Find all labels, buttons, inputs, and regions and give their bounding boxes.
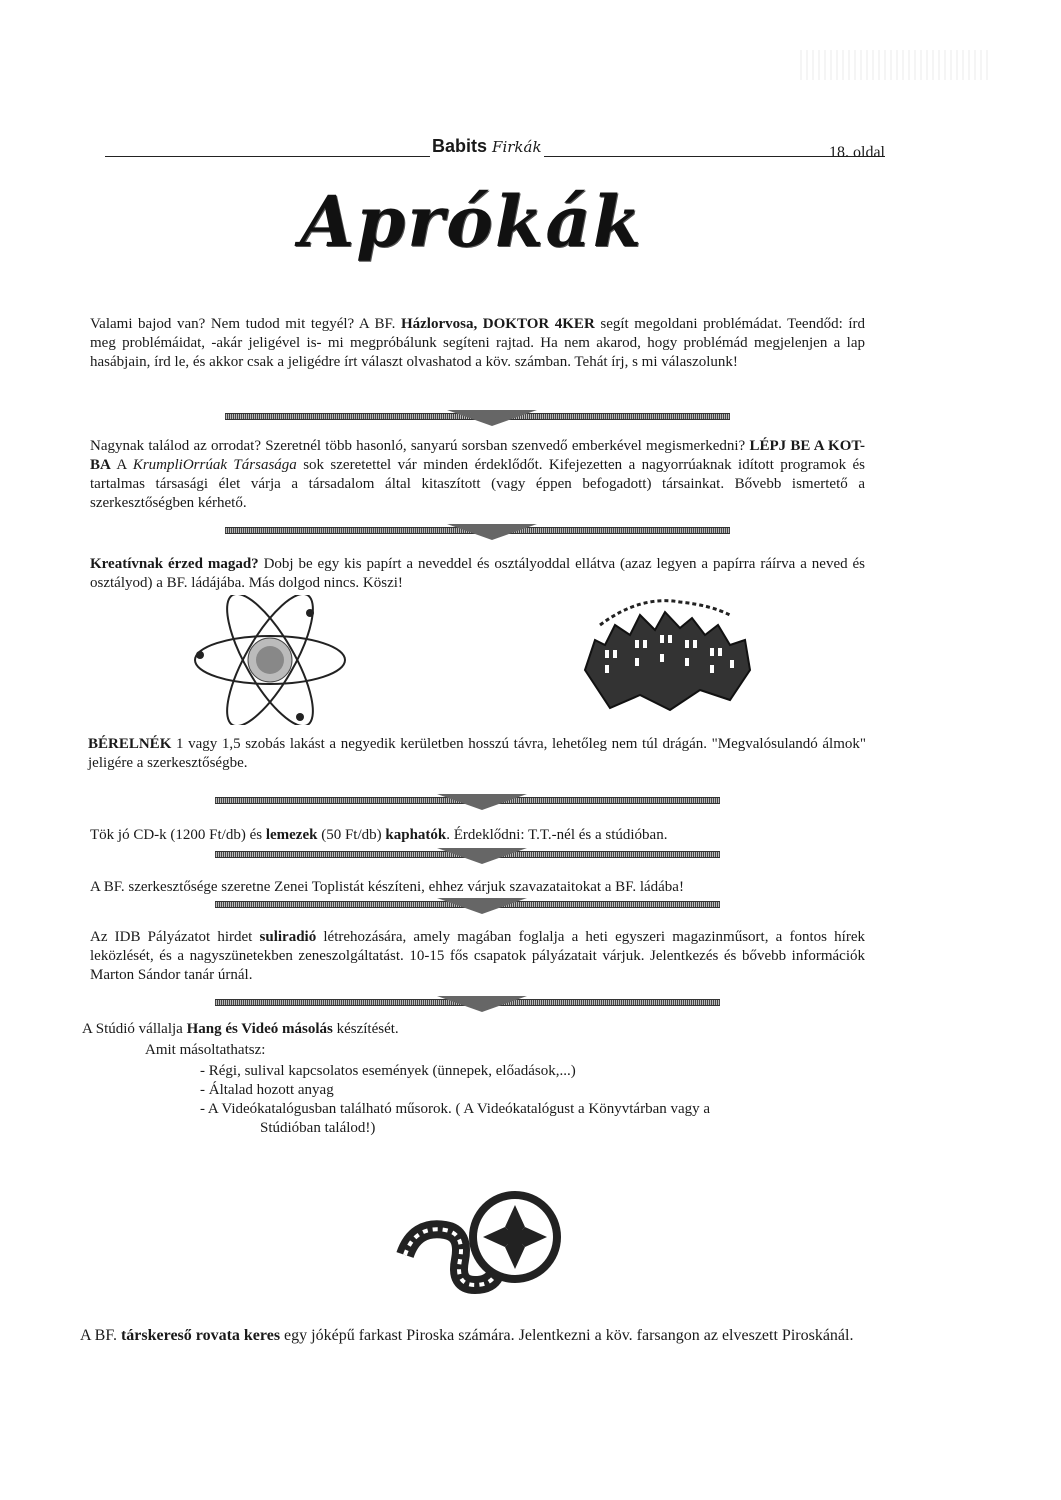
bold-text: LÉPJ BE A KOT-BA <box>90 438 865 473</box>
studio-list <box>200 1062 710 1138</box>
masthead-script: Firkák <box>492 138 542 156</box>
arrow-down-icon <box>437 898 527 914</box>
text: A BF. <box>80 1327 121 1344</box>
masthead-name: Babits <box>432 136 488 156</box>
divider <box>215 898 720 914</box>
atom-icon <box>190 595 350 725</box>
ad-berelnek <box>88 735 866 773</box>
italic-text: KrumpliOrrúak Társasága <box>132 457 297 473</box>
city-skyline-icon <box>580 590 755 715</box>
bold-text: suliradió <box>259 929 317 945</box>
list-intro: Amit másoltathatsz: <box>145 1042 266 1058</box>
text: sok szeretettel vár minden érdeklődőt. Kifejezetten a nagyorrúaknak idított programok és tartalmas társasági élet várja a társadalom által kitaszított (vagy éppen befogadott) társainkat. Bővebb ismertető a szerkesztőségben kérhető. <box>90 457 865 511</box>
text: A <box>110 457 133 473</box>
page-title: Aprókák <box>300 180 644 263</box>
divider <box>215 794 720 810</box>
page-number: 18. oldal <box>829 144 885 161</box>
ad-kreativ <box>90 555 865 593</box>
text: A BF. szerkesztősége szeretne Zenei Toplistát készíteni, ehhez várjuk szavazataitokat a BF. ládába! <box>90 879 684 895</box>
ad-toplista <box>90 878 865 897</box>
ad-tarskereso <box>80 1325 860 1346</box>
text: A Stúdió vállalja <box>82 1021 187 1037</box>
ad-idb <box>90 928 865 985</box>
bold-text: társkereső rovata keres <box>120 1327 281 1344</box>
text: 1 vagy 1,5 szobás lakást a negyedik kerületben hosszú távra, lehetőleg nem túl drágán. "Megvalósulandó álmok" jeligére a szerkesztőségbe. <box>88 736 866 771</box>
divider <box>225 410 730 426</box>
bold-text: Hang és Videó másolás <box>186 1021 333 1037</box>
text: létrehozására, amely magában foglalja a heti egyszeri magazinműsort, a fontos hírek leközlését, és a nagyszünetekben zeneszolgáltatást. 10-15 fős csapatok pályázatait várjuk. Jelentkezés és bővebb információk Marton Sándor tanár úrnál. <box>90 929 865 983</box>
list-item: Stúdióban találod!) <box>260 1120 376 1136</box>
text: segít megoldani problémádat. Teendőd: írd meg problémáidat, -akár jeligével is- mi megpróbálunk segíteni rajtad. Ha nem akarod, hogy problémád megjelenjen a lap hasábjain, írd le, és akkor csak a jeligédre írt választ olvashatod a köv. számban. Tehát írj, s mi válaszolunk! <box>90 316 865 370</box>
arrow-down-icon <box>437 996 527 1012</box>
text: Dobj be egy kis papírt a neveddel és osztályoddal ellátva (azaz legyen a papírra ráírva a neved és osztályod) a BF. ládájába. Más dolgod nincs. Köszi! <box>90 556 866 591</box>
scan-artifact <box>800 50 990 80</box>
ad-cd <box>90 826 865 845</box>
divider <box>215 996 720 1012</box>
bold-text: Házlorvosa, DOKTOR 4KER <box>400 316 595 332</box>
bold-text: BÉRELNÉK <box>88 736 172 752</box>
text: egy jóképű farkast Piroska számára. Jelentkezni a köv. farsangon az elveszett Piroskánál. <box>280 1327 854 1344</box>
arrow-down-icon <box>447 524 537 540</box>
divider <box>215 848 720 864</box>
text: készítését. <box>332 1021 399 1037</box>
ad-doktor <box>90 315 865 372</box>
text: Az IDB Pályázatot hirdet <box>90 929 260 945</box>
text: Nagynak találod az orrodat? Szeretnél több hasonló, sanyarú sorsban szenvedő emberkével megismerkedni? <box>90 438 750 454</box>
divider <box>225 524 730 540</box>
arrow-down-icon <box>447 410 537 426</box>
bold-text: lemezek <box>265 827 318 843</box>
text: (50 Ft/db) <box>317 827 386 843</box>
list-item: - Általad hozott anyag <box>200 1082 334 1098</box>
arrow-down-icon <box>437 848 527 864</box>
text: . Érdeklődni: T.T.-nél és a stúdióban. <box>446 827 668 843</box>
studio-intro <box>145 1041 265 1060</box>
list-item: - Régi, sulival kapcsolatos események (ünnepek, előadások,...) <box>200 1063 576 1079</box>
text: Tök jó CD-k (1200 Ft/db) és <box>90 827 266 843</box>
film-reel-icon <box>395 1185 565 1295</box>
text: Valami bajod van? Nem tudod mit tegyél? A BF. <box>90 316 401 332</box>
bold-text: kaphatók <box>385 827 447 843</box>
arrow-down-icon <box>437 794 527 810</box>
masthead <box>430 136 544 157</box>
bold-text: Kreatívnak érzed magad? <box>90 556 259 572</box>
list-item: - A Videókatalógusban található műsorok. ( A Videókatalógust a Könyvtárban vagy a <box>200 1101 711 1117</box>
ad-orr <box>90 437 865 513</box>
page-header <box>105 136 885 166</box>
ad-studio <box>82 1020 862 1039</box>
